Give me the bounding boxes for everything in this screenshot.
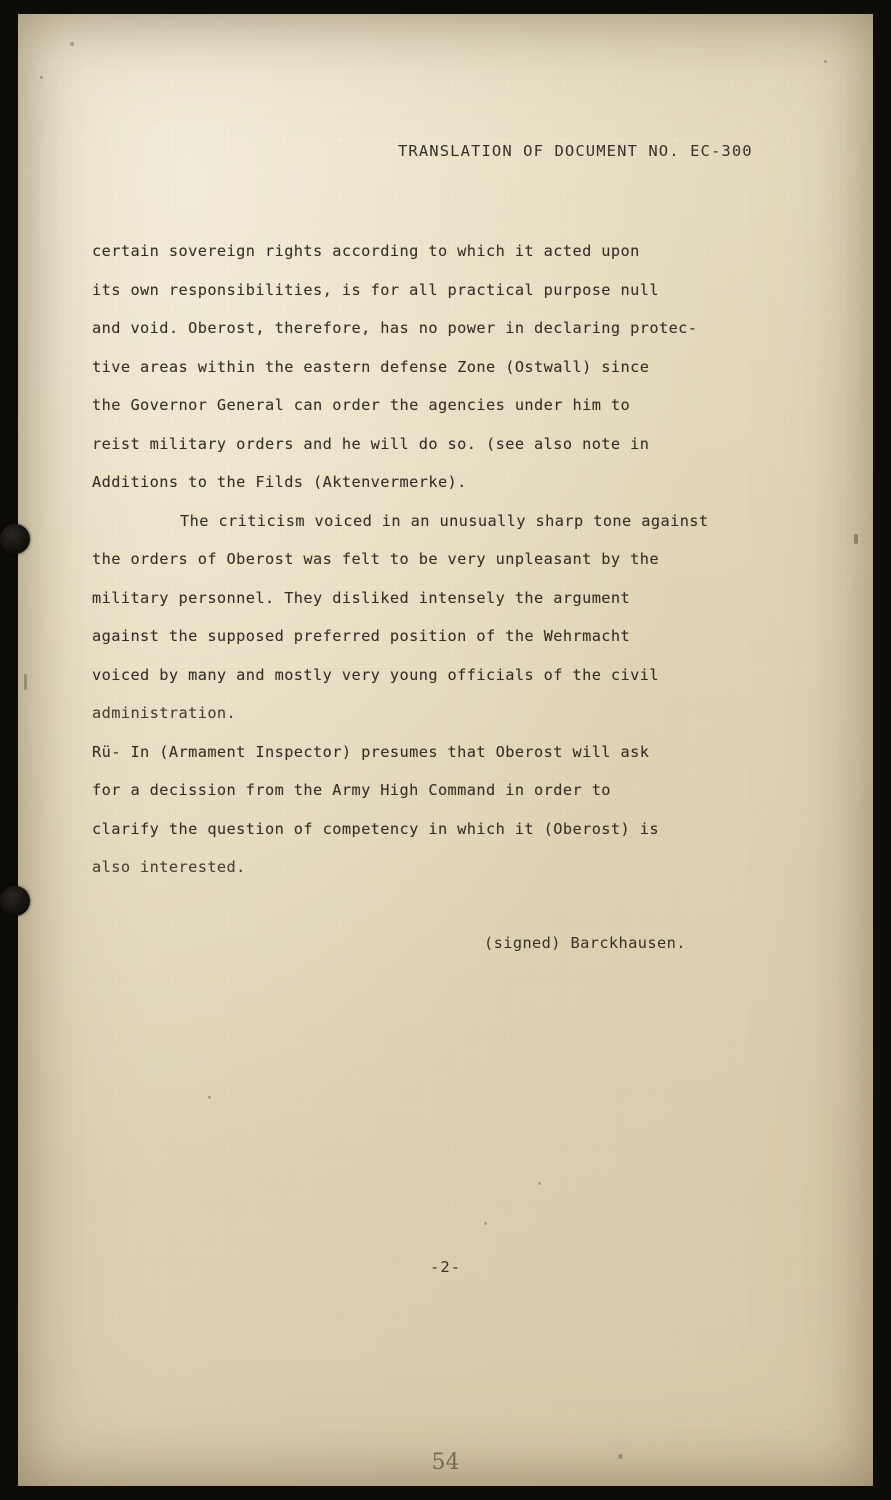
text-line: against the supposed preferred position of the Wehrmacht: [92, 627, 631, 645]
punch-hole: [0, 524, 30, 554]
text-line: certain sovereign rights according to which it acted upon: [92, 242, 640, 260]
text-line: Rü- In (Armament Inspector) presumes that Oberost will ask: [92, 742, 650, 761]
text-line: its own responsibilities, is for all practical purpose null: [92, 280, 659, 299]
text-line: administration.: [92, 704, 237, 722]
text-line: the Governor General can order the agencies under him to: [92, 396, 631, 414]
text-line: military personnel. They disliked intensely the argument: [92, 588, 631, 607]
paper-speck: [70, 42, 74, 46]
document-header: TRANSLATION OF DOCUMENT NO. EC-300: [398, 142, 753, 160]
paragraph-2: [92, 502, 832, 733]
text-line-indented: [92, 502, 832, 541]
paper-speck: [40, 76, 43, 79]
text-line: reist military orders and he will do so. (see also note in: [92, 434, 650, 453]
paper-speck: [824, 60, 827, 63]
signature-line: (signed) Barckhausen.: [484, 934, 686, 952]
page-number: -2-: [430, 1258, 461, 1276]
paragraph-3: [92, 733, 832, 887]
paper-speck: [538, 1182, 541, 1185]
folio-number: 54: [431, 1450, 460, 1475]
text-line: voiced by many and mostly very young officials of the civil: [92, 665, 659, 684]
paper-edge-mark: [24, 674, 27, 690]
paper-speck: [208, 1096, 211, 1099]
paragraph-1: [92, 232, 832, 502]
text-line: Additions to the Filds (Aktenvermerke).: [92, 473, 467, 491]
text-line: clarify the question of competency in which it (Oberost) is: [92, 819, 659, 838]
paper-speck: [484, 1222, 487, 1225]
text-line: and void. Oberost, therefore, has no power in declaring protec-: [92, 319, 698, 337]
paper-edge-mark: [854, 534, 858, 544]
text-line: for a decission from the Army High Command in order to: [92, 781, 611, 799]
document-body: [92, 232, 832, 887]
text-line: also interested.: [92, 858, 246, 876]
document-page: [18, 14, 873, 1486]
text-line: the orders of Oberost was felt to be very unpleasant by the: [92, 550, 659, 568]
text-line: tive areas within the eastern defense Zone (Ostwall) since: [92, 357, 650, 376]
text-line: The criticism voiced in an unusually sharp tone against: [180, 511, 709, 530]
punch-hole: [0, 886, 30, 916]
